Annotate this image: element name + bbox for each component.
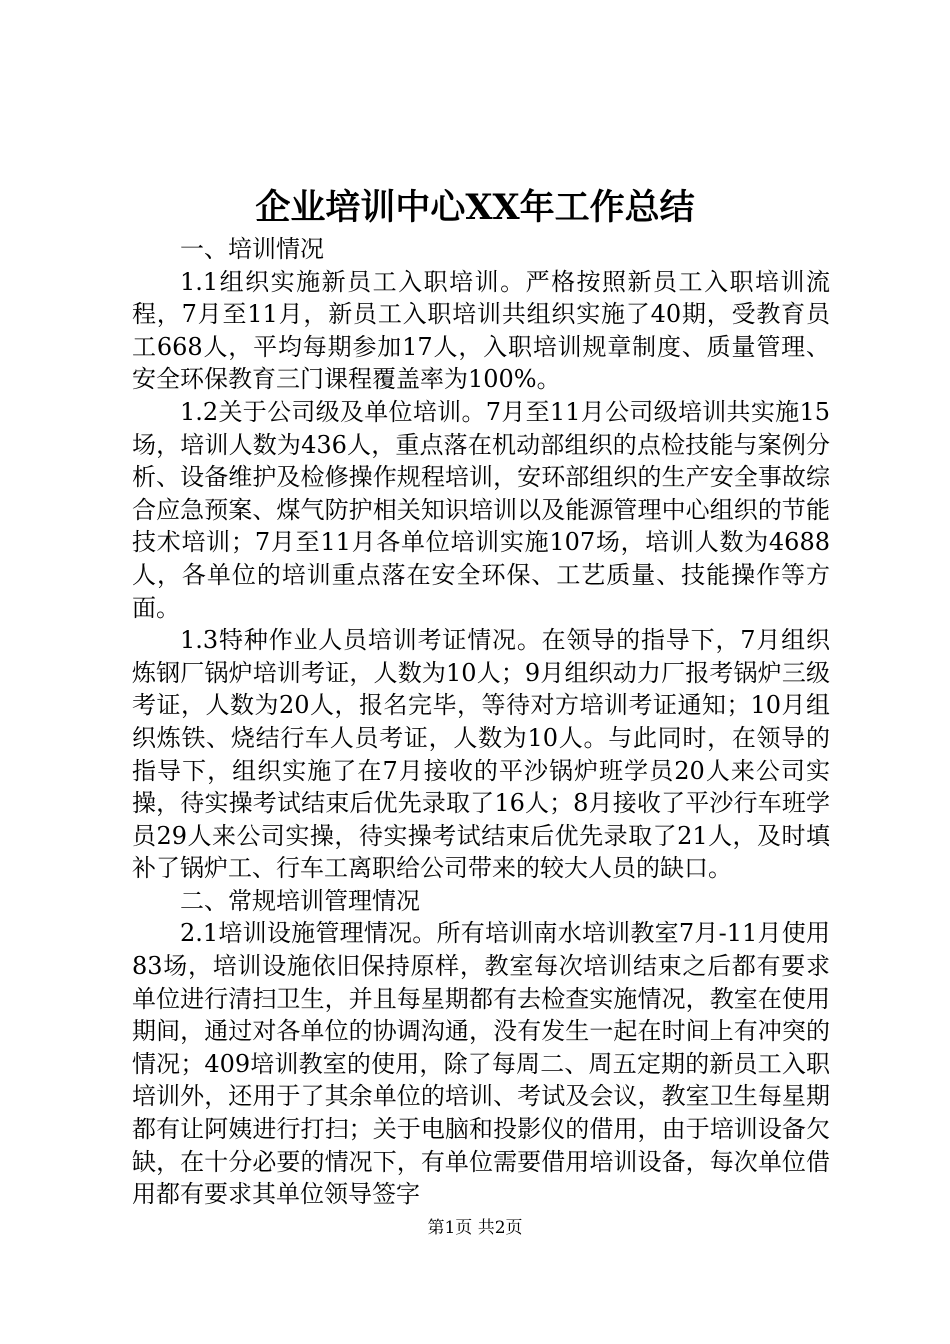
page-number-footer: 第1页 共2页 (427, 1218, 523, 1238)
paragraph-2-1: 2.1培训设施管理情况。所有培训南水培训教室7月-11月使用83场，培训设施依旧保持原样，教室每次培训结束之后都有要求单位进行清扫卫生，并且每星期都有去检查实施情况，教室在使用期间，通过对各单位的协调沟通，没有发生一起在时间上有冲突的情况；409培训教室的使用，除了每周二、周五定期的新员工入职培训外，还用于了其余单位的培训、考试及会议，教室卫生每星期都有让阿姨进行打扫；关于电脑和投影仪的借用，由于培训设备欠缺，在十分必要的情况下，有单位需要借用培训设备，每次单位借用都有要求其单位领导签字 (132, 919, 830, 1209)
paragraph-1-1: 1.1组织实施新员工入职培训。严格按照新员工入职培训流程，7月至11月，新员工入职培训共组织实施了40期，受教育员工668人，平均每期参加17人，入职培训规章制度、质量管理、安全环保教育三门课程覆盖率为100%。 (132, 267, 830, 394)
section-heading-1: 一、培训情况 (180, 235, 324, 263)
document-body (132, 233, 830, 1211)
document-title: 企业培训中心XX年工作总结 (255, 187, 695, 228)
section-heading-2: 二、常规培训管理情况 (180, 886, 420, 915)
paragraph-1-2: 1.2关于公司级及单位培训。7月至11月公司级培训共实施15场，培训人数为436人，重点落在机动部组织的点检技能与案例分析、设备维护及检修操作规程培训，安环部组织的生产安全事故综合应急预案、煤气防护相关知识培训以及能源管理中心组织的节能技术培训；7月至11月各单位培训实施107场，培训人数为4688人，各单位的培训重点落在安全环保、工艺质量、技能操作等方面。 (132, 397, 830, 622)
paragraph-1-3: 1.3特种作业人员培训考证情况。在领导的指导下，7月组织炼钢厂锅炉培训考证，人数为10人；9月组织动力厂报考锅炉三级考证，人数为20人，报名完毕，等待对方培训考证通知；10月组织炼铁、烧结行车人员考证，人数为10人。与此同时，在领导的指导下，组织实施了在7月接收的平沙锅炉班学员20人来公司实操，待实操考试结束后优先录取了16人；8月接收了平沙行车班学员29人来公司实操，待实操考试结束后优先录取了21人，及时填补了锅炉工、行车工离职给公司带来的较大人员的缺口。 (132, 626, 830, 883)
